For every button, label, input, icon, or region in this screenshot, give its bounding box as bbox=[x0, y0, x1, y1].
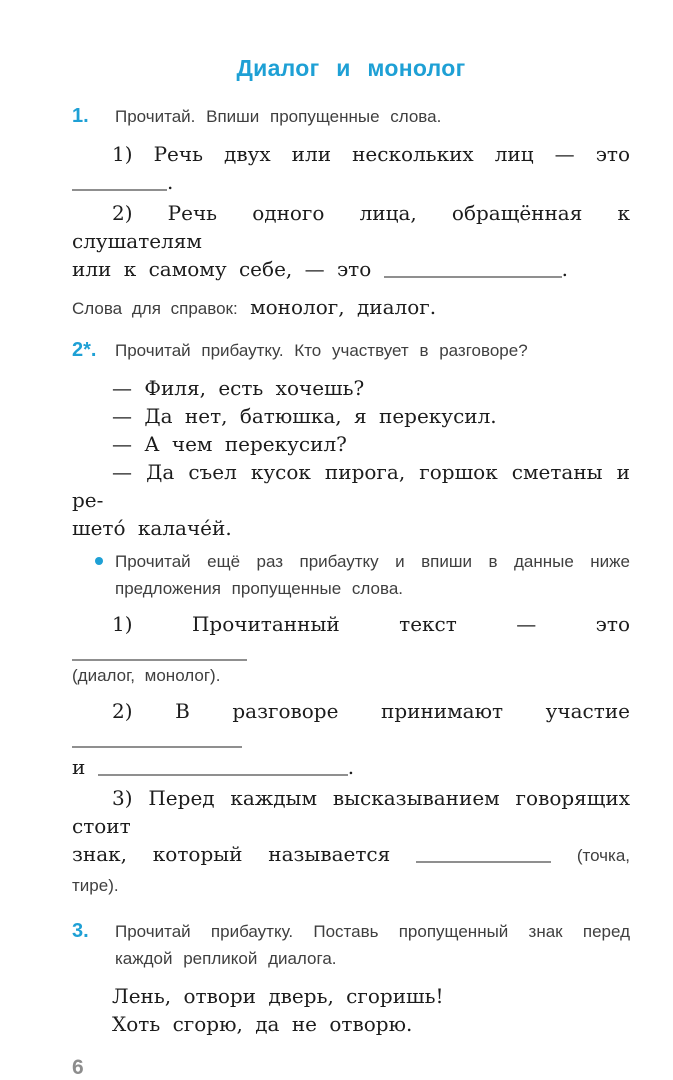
dialogue-line-3: — А чем перекусил? bbox=[112, 432, 347, 456]
exercise-2 bbox=[72, 337, 630, 900]
exercise-1 bbox=[72, 103, 630, 323]
ex2-item-2-continued bbox=[72, 753, 630, 781]
ex1-item-1 bbox=[72, 140, 630, 196]
bullet-icon bbox=[95, 557, 103, 565]
reference-words-line bbox=[72, 293, 630, 323]
ex2-item-2 bbox=[72, 697, 630, 753]
ex1-item-2-text: или к самому себе, — это bbox=[72, 257, 372, 281]
ex3-text-line-1: Лень, отвори дверь, сгоришь! bbox=[112, 984, 444, 1008]
ex3-instruction-line-2: каждой репликой диалога. bbox=[115, 949, 337, 968]
dialogue-line-1: — Филя, есть хочешь? bbox=[112, 376, 365, 400]
fill-in-blank-ex2-3[interactable] bbox=[98, 771, 348, 776]
ex2-item-1-hint: (диалог, монолог). bbox=[72, 666, 221, 685]
exercise-2-number: 2*. bbox=[72, 339, 97, 361]
exercise-2-header bbox=[72, 337, 630, 364]
dialogue-block bbox=[72, 374, 630, 542]
ex2-item-1-text: 1) Прочитанный текст — это bbox=[112, 612, 630, 636]
exercise-3-header bbox=[72, 918, 630, 972]
ex2-item-3-line-1: 3) Перед каждым высказыванием говорящих стоит bbox=[72, 786, 630, 838]
ex1-item-2-line-1: 2) Речь одного лица, обращённая к слушателям bbox=[72, 201, 630, 253]
ex1-item-2-line-2 bbox=[72, 255, 630, 283]
ex2-item-1 bbox=[72, 610, 630, 666]
reference-label: Слова для справок: bbox=[72, 299, 238, 318]
exercise-1-instruction: Прочитай. Впиши пропущенные слова. bbox=[115, 107, 442, 126]
fill-in-blank-ex2-2[interactable] bbox=[72, 743, 242, 748]
dialogue-line-4: — Да съел кусок пирога, горшок сметаны и ре- bbox=[72, 460, 630, 512]
exercise-2-instruction: Прочитай прибаутку. Кто участвует в разговоре? bbox=[115, 341, 528, 360]
exercise-1-header bbox=[72, 103, 630, 130]
ex3-text-line-2: Хоть сгорю, да не отворю. bbox=[112, 1012, 413, 1036]
ex1-item-2-period: . bbox=[561, 257, 568, 281]
ex2-item-2-conj: и bbox=[72, 755, 86, 779]
ex3-instruction-line-1: Прочитай прибаутку. Поставь пропущенный знак перед bbox=[115, 922, 630, 941]
ex2-item-3-text: знак, который называется bbox=[72, 842, 391, 866]
sub-exercise-instruction bbox=[115, 548, 630, 602]
ex1-item-1-text: 1) Речь двух или нескольких лиц — это bbox=[112, 142, 630, 166]
page-number: 6 bbox=[72, 1056, 84, 1079]
fill-in-blank-ex2-1[interactable] bbox=[72, 656, 247, 661]
fill-in-blank-ex2-4[interactable] bbox=[416, 858, 551, 863]
fill-in-blank-ex1-2[interactable] bbox=[384, 273, 562, 278]
exercise-3-number: 3. bbox=[72, 920, 89, 942]
dialogue-line-2: — Да нет, батюшка, я перекусил. bbox=[112, 404, 497, 428]
bullet-cell bbox=[72, 548, 115, 602]
exercise-3-instruction bbox=[115, 918, 630, 972]
exercise-3 bbox=[72, 918, 630, 1038]
dialogue-line-5: шето́ калаче́й. bbox=[72, 516, 232, 540]
sub-exercise-header bbox=[72, 548, 630, 602]
page-title: Диалог и монолог bbox=[236, 55, 466, 81]
exercise-1-number: 1. bbox=[72, 105, 89, 127]
ex2-item-3-hint: (точка, тире). bbox=[72, 846, 630, 895]
ex2-item-2-text: 2) В разговоре принимают участие bbox=[112, 699, 630, 723]
ex2-item-2-period: . bbox=[347, 755, 355, 779]
sub-instruction-line-1: Прочитай ещё раз прибаутку и впиши в данные ниже bbox=[115, 552, 630, 571]
fill-in-blank-ex1-1[interactable] bbox=[72, 186, 167, 191]
ex1-item-1-period: . bbox=[167, 170, 174, 194]
reference-words: монолог, диалог. bbox=[250, 295, 437, 319]
ex2-item-3-line-2 bbox=[72, 840, 630, 900]
sub-instruction-line-2: предложения пропущенные слова. bbox=[115, 579, 404, 598]
